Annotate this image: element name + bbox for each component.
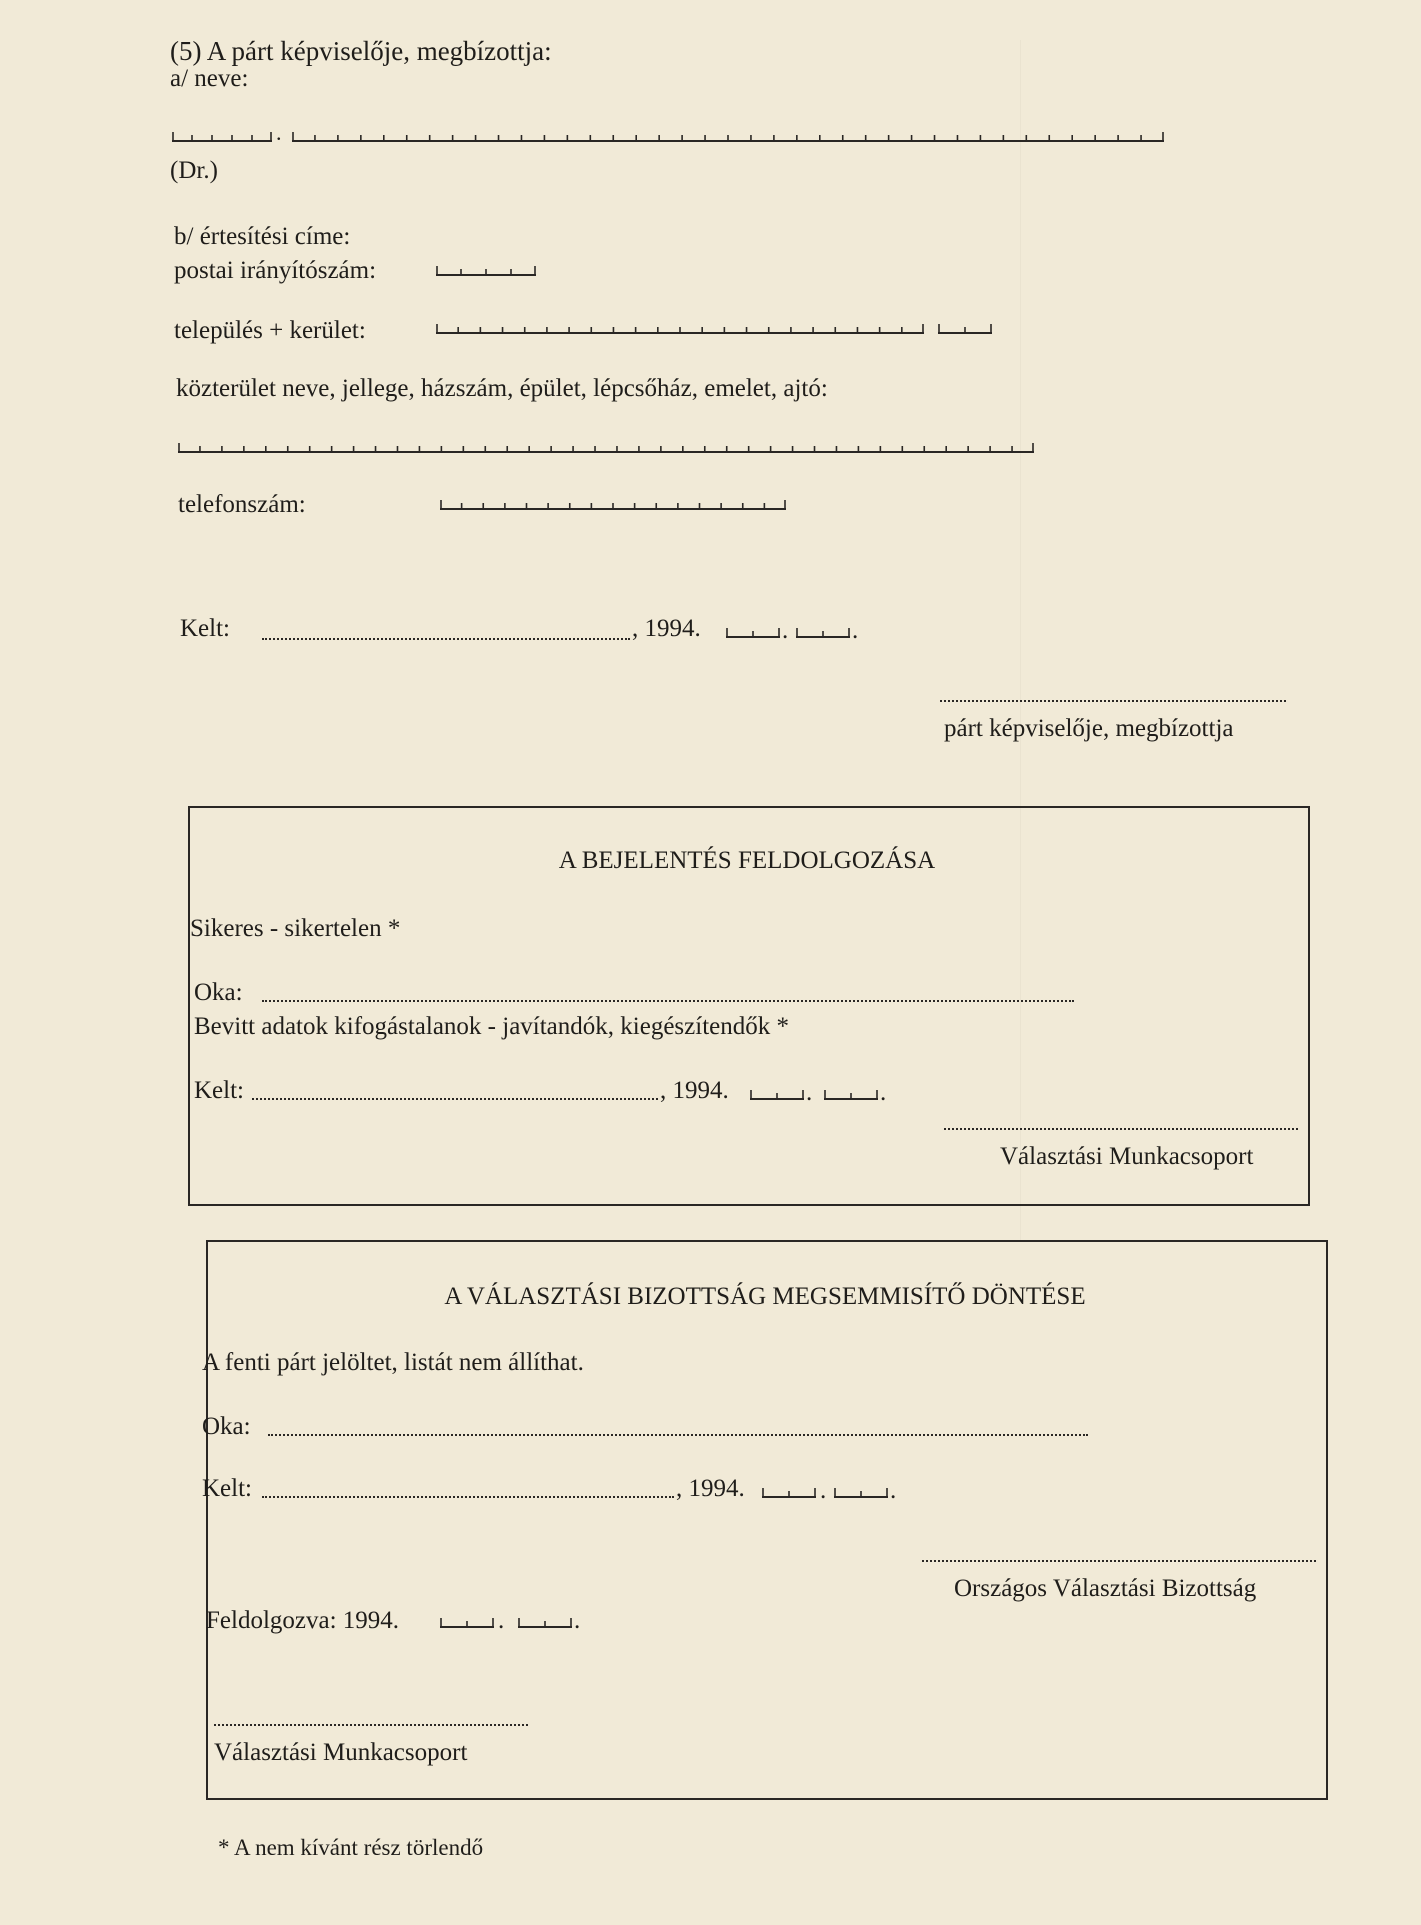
decision-box-title: A VÁLASZTÁSI BIZOTTSÁG MEGSEMMISÍTŐ DÖNTÉSE [444,1283,1086,1310]
processed-day-field[interactable] [518,1618,572,1628]
dr-label: (Dr.) [170,157,218,184]
decision-statement: A fenti párt jelöltet, listát nem állíthat. [202,1349,584,1376]
processing-data-status: Bevitt adatok kifogástalanok - javítandók, kiegészítendők * [194,1013,789,1040]
decision-separator-dot: . [820,1477,827,1504]
processed-signature-line[interactable] [214,1724,528,1726]
decision-signature-label: Országos Választási Bizottság [954,1575,1257,1602]
phone-field[interactable] [440,500,786,510]
processed-month-field[interactable] [440,1618,494,1628]
section-heading: (5) A párt képviselője, megbízottja: [170,36,552,66]
decision-month-field[interactable] [762,1488,816,1498]
postal-code-field[interactable] [436,266,536,276]
processed-signature-label: Választási Munkacsoport [214,1739,468,1766]
processing-reason-field[interactable] [262,1000,1074,1002]
settlement-label: település + kerület: [174,317,366,344]
name-field[interactable] [292,132,1164,142]
decision-kelt-label: Kelt: [202,1475,252,1502]
street-field[interactable] [178,443,1034,453]
address-label: b/ értesítési címe: [174,223,351,250]
kelt-label: Kelt: [180,615,230,642]
processed-label: Feldolgozva: 1994. [206,1607,400,1634]
name-prefix-field[interactable] [172,132,272,142]
kelt-month-field[interactable] [726,628,780,638]
street-label: közterület neve, jellege, házszám, épület, lépcsőház, emelet, ajtó: [176,375,828,402]
processing-kelt-year: , 1994. [660,1077,729,1104]
kelt-separator-dot: . [782,617,789,644]
decision-box [206,1240,1328,1800]
name-label: a/ neve: [170,65,249,92]
district-field[interactable] [938,324,992,334]
kelt-day-field[interactable] [796,628,850,638]
decision-end-dot: . [890,1477,897,1504]
decision-reason-field[interactable] [268,1434,1088,1436]
phone-label: telefonszám: [178,491,306,518]
settlement-field[interactable] [436,324,924,334]
kelt-year: , 1994. [632,615,701,642]
processing-signature-label: Választási Munkacsoport [1000,1143,1254,1170]
kelt-end-dot: . [852,617,859,644]
processed-end-dot: . [574,1607,581,1634]
processing-reason-label: Oka: [194,979,243,1006]
processing-status: Sikeres - sikertelen * [190,915,401,942]
processing-separator-dot: . [806,1079,813,1106]
processing-end-dot: . [880,1079,887,1106]
processing-month-field[interactable] [750,1090,804,1100]
processed-separator-dot: . [498,1607,505,1634]
kelt-place-field[interactable] [262,638,630,640]
processing-kelt-field[interactable] [252,1098,658,1100]
processing-signature-line[interactable] [944,1128,1298,1130]
postal-code-label: postai irányítószám: [174,257,377,284]
processing-day-field[interactable] [824,1090,878,1100]
name-separator-dot: . [276,120,282,145]
decision-kelt-year: , 1994. [676,1475,745,1502]
decision-kelt-field[interactable] [262,1496,674,1498]
decision-day-field[interactable] [834,1488,888,1498]
decision-reason-label: Oka: [202,1413,251,1440]
signature-label: párt képviselője, megbízottja [944,715,1234,742]
footnote: * A nem kívánt rész törlendő [218,1835,484,1860]
decision-signature-line[interactable] [922,1560,1316,1562]
processing-kelt-label: Kelt: [194,1077,244,1104]
signature-line[interactable] [940,700,1286,702]
processing-box-title: A BEJELENTÉS FELDOLGOZÁSA [558,847,936,874]
